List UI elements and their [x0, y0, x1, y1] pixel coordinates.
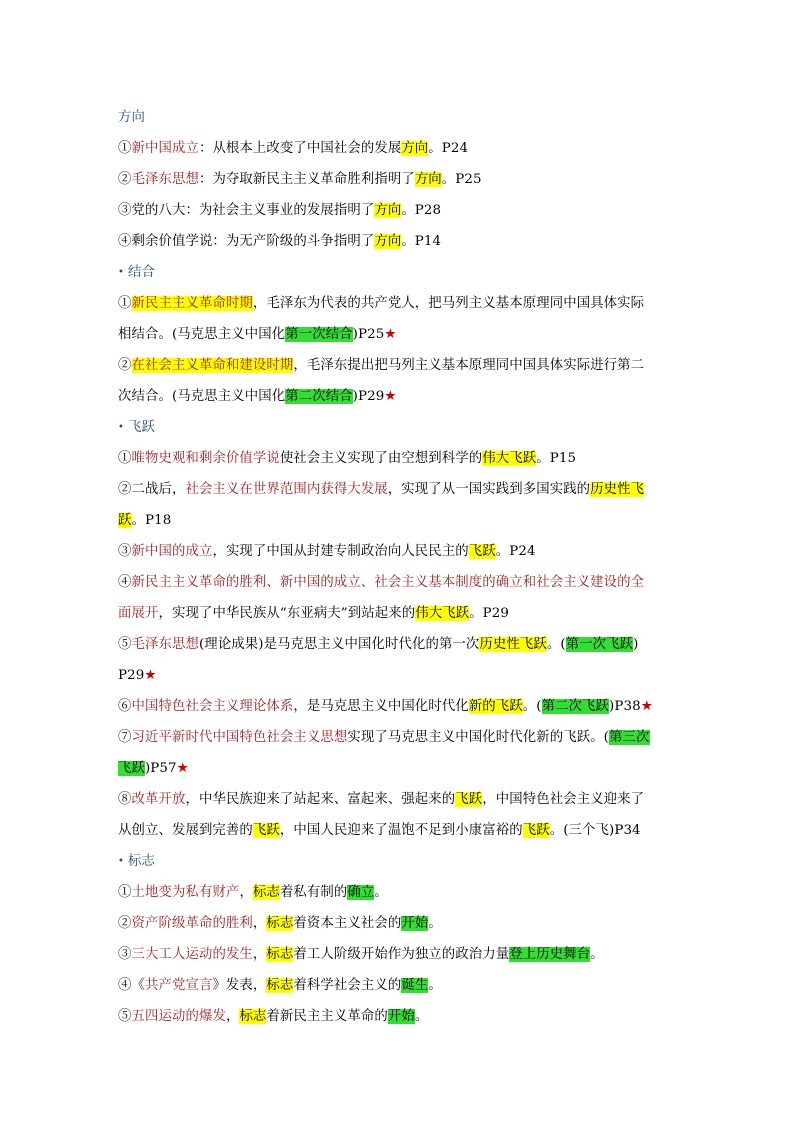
green-highlight: 第一次结合 — [285, 327, 353, 342]
text-run: 。 — [428, 916, 442, 931]
text-run: ⑧ — [118, 792, 132, 807]
text-run: )P29 — [352, 389, 385, 404]
text-line — [118, 598, 683, 629]
text-run: ， — [252, 916, 267, 931]
text-run: 着新民主主义革命的 — [266, 1009, 388, 1024]
yellow-highlight: 标志 — [239, 1009, 267, 1024]
text-line — [118, 164, 683, 195]
text-run: ⑥ — [118, 699, 132, 714]
text-line — [118, 722, 683, 753]
green-highlight: 第二次结合 — [285, 389, 353, 404]
text-line — [118, 319, 683, 350]
yellow-highlight: 方向 — [401, 141, 429, 156]
star-icon: ★ — [176, 761, 189, 776]
text-line — [118, 288, 683, 319]
text-run: ① — [118, 451, 132, 466]
emphasis-text: 唯物史观和剩余价值学说 — [131, 451, 280, 466]
text-line — [118, 753, 683, 784]
star-icon: ★ — [144, 668, 157, 683]
text-run: 着私有制的 — [279, 885, 348, 900]
text-line — [118, 133, 683, 164]
text-line — [118, 629, 683, 660]
text-run: ，实现了中国从封建专制政治向人民民主的 — [212, 544, 469, 559]
text-run: ②二战后， — [118, 482, 186, 497]
text-run: ，中华民族迎来了站起来、富起来、强起来的 — [185, 792, 456, 807]
green-highlight: 飞跃 — [118, 761, 145, 776]
text-run: ⑤ — [118, 637, 132, 652]
text-line — [118, 691, 683, 722]
yellow-highlight: 方向 — [374, 234, 402, 249]
green-highlight: 第三次 — [609, 730, 650, 745]
text-line — [118, 815, 683, 846]
section-title: 标志 — [128, 854, 155, 869]
text-line — [118, 660, 683, 691]
text-line — [118, 443, 683, 474]
text-run: 。 — [428, 978, 442, 993]
text-run: 。P29 — [469, 606, 510, 621]
text-run: ，中国人民迎来了温饱不足到小康富裕的 — [279, 823, 523, 838]
text-run: ⑦ — [118, 730, 132, 745]
bullet-icon: • — [118, 856, 124, 867]
emphasis-text: 社会主义在世界范围内获得大发展 — [185, 482, 388, 497]
yellow-highlight: 方向 — [414, 172, 442, 187]
yellow-highlight: 伟大飞跃 — [415, 606, 470, 621]
text-run: ② — [118, 358, 132, 373]
yellow-highlight: 标志 — [266, 978, 294, 993]
text-line — [118, 226, 683, 257]
text-line — [118, 195, 683, 226]
yellow-highlight: 方向 — [374, 203, 402, 218]
text-run: 。 — [414, 1009, 429, 1024]
text-run: ③党的八大：为社会主义事业的发展指明了 — [118, 203, 375, 218]
text-run: ， — [225, 1009, 240, 1024]
yellow-highlight: 历史性飞 — [590, 482, 645, 497]
text-run: 着科学社会主义的 — [293, 978, 402, 993]
green-highlight: 第一次飞跃 — [565, 637, 634, 652]
green-highlight: 登上历史舞台 — [509, 947, 591, 962]
text-line — [118, 970, 683, 1001]
emphasis-text: 改革开放 — [131, 792, 186, 807]
text-run: ③ — [118, 947, 132, 962]
yellow-highlight: 标志 — [266, 947, 294, 962]
text-run: ， — [239, 885, 253, 900]
emphasis-text: 毛泽东思想 — [131, 172, 199, 187]
yellow-highlight: 飞跃 — [522, 823, 550, 838]
text-run: ③ — [118, 544, 132, 559]
text-run: ，实现了从一国实践到多国实践的 — [387, 482, 591, 497]
text-run: ：从根本上改变了中国社会的发展 — [198, 141, 402, 156]
text-run: )P38 — [609, 699, 641, 714]
text-line — [118, 567, 683, 598]
section-title: 飞跃 — [128, 420, 155, 435]
emphasis-text: 新中国的成立 — [131, 544, 213, 559]
yellow-highlight: 飞跃 — [252, 823, 280, 838]
text-run: ④ — [118, 575, 132, 590]
text-line — [118, 505, 683, 536]
bullet-icon: • — [118, 267, 124, 278]
section-heading — [118, 102, 683, 133]
emphasis-text: 三大工人运动的发生 — [131, 947, 253, 962]
yellow-highlight: 飞跃 — [468, 544, 496, 559]
yellow-highlight: 标志 — [252, 885, 280, 900]
text-line — [118, 536, 683, 567]
section-title: 结合 — [128, 265, 155, 280]
green-highlight: 诞生 — [401, 978, 429, 993]
text-run: ① — [118, 296, 132, 311]
bullet-icon: • — [118, 422, 124, 433]
section-heading — [118, 412, 683, 443]
text-run: 。P25 — [441, 172, 482, 187]
text-run: 从创立、发展到完善的 — [118, 823, 253, 838]
green-highlight: 第二次飞跃 — [541, 699, 610, 714]
text-run: (理论成果)是马克思主义中国化时代化的第一次 — [198, 637, 480, 652]
yellow-highlight: 跃 — [118, 513, 132, 528]
text-run: ④《 — [118, 978, 145, 993]
text-line — [118, 350, 683, 381]
text-line — [118, 908, 683, 939]
text-run: 。( — [522, 699, 542, 714]
emphasis-text: 共产党宣言 — [144, 978, 213, 993]
yellow-highlight: 伟大飞跃 — [482, 451, 537, 466]
text-run: 着资本主义社会的 — [293, 916, 402, 931]
text-run: ② — [118, 916, 132, 931]
text-run: 。P15 — [536, 451, 577, 466]
notes-page — [118, 102, 683, 1032]
text-run: )P57 — [144, 761, 177, 776]
text-run: 。P18 — [131, 513, 172, 528]
text-run: 。( — [546, 637, 566, 652]
text-run: P29 — [118, 668, 145, 683]
section-heading — [118, 257, 683, 288]
text-line — [118, 1001, 683, 1032]
emphasis-text: 资产阶级革命的胜利 — [131, 916, 253, 931]
text-line — [118, 381, 683, 412]
star-icon: ★ — [640, 699, 653, 714]
yellow-highlight: 新的飞跃 — [468, 699, 523, 714]
text-run: ，毛泽东提出把马列主义基本原理同中国具体实际进行第二 — [293, 358, 645, 373]
text-run: )P25 — [352, 327, 385, 342]
emphasis-text: 习近平新时代中国特色社会主义思想 — [131, 730, 348, 745]
text-run: 相结合。(马克思主义中国化 — [118, 327, 286, 342]
text-run: 。(三个飞)P34 — [549, 823, 641, 838]
emphasis-text: 毛泽东思想 — [131, 637, 199, 652]
text-run: 。P28 — [401, 203, 442, 218]
text-line — [118, 877, 683, 908]
text-run: ， — [252, 947, 267, 962]
text-run: 。 — [374, 885, 388, 900]
text-run: 着工人阶级开始作为独立的政治力量 — [293, 947, 510, 962]
text-run: 次结合。(马克思主义中国化 — [118, 389, 286, 404]
emphasis-text: 土地变为私有财产 — [131, 885, 240, 900]
text-run: ⑤ — [118, 1009, 132, 1024]
text-run: ，实现了中华民族从“东亚病夫”到站起来的 — [158, 606, 416, 621]
yellow-highlight: 飞跃 — [455, 792, 483, 807]
emphasis-text: 新民主主义革命的胜利、新中国的成立、社会主义基本制度的确立和社会主义建设的全 — [131, 575, 645, 590]
text-run: ，是马克思主义中国化时代化 — [293, 699, 469, 714]
section-heading — [118, 846, 683, 877]
text-run: 。 — [590, 947, 604, 962]
section-title: 方向 — [118, 110, 145, 125]
text-run: ，中国特色社会主义迎来了 — [482, 792, 645, 807]
text-run: ④剩余价值学说：为无产阶级的斗争指明了 — [118, 234, 375, 249]
text-run: ，毛泽东为代表的共产党人，把马列主义基本原理同中国具体实际 — [252, 296, 645, 311]
text-run: 》发表， — [212, 978, 267, 993]
emphasis-text: 新中国成立 — [131, 141, 199, 156]
text-line — [118, 939, 683, 970]
text-line — [118, 784, 683, 815]
green-highlight: 开始 — [387, 1009, 415, 1024]
emphasis-highlight: 在社会主义革命和建设时期 — [131, 358, 294, 373]
text-run: ② — [118, 172, 132, 187]
text-run: ① — [118, 141, 132, 156]
text-run: 。P24 — [495, 544, 536, 559]
yellow-highlight: 标志 — [266, 916, 294, 931]
text-run: 。P24 — [428, 141, 469, 156]
text-run: ① — [118, 885, 132, 900]
star-icon: ★ — [384, 389, 397, 404]
green-highlight: 确立 — [347, 885, 375, 900]
text-run: 。P14 — [401, 234, 442, 249]
yellow-highlight: 历史性飞跃 — [479, 637, 547, 652]
text-run: 实现了马克思主义中国化时代化新的飞跃。( — [347, 730, 610, 745]
text-line — [118, 474, 683, 505]
emphasis-text: 中国特色社会主义理论体系 — [131, 699, 294, 714]
text-run: ：为夺取新民主主义革命胜利指明了 — [198, 172, 415, 187]
emphasis-highlight: 新民主主义革命时期 — [131, 296, 253, 311]
green-highlight: 开始 — [401, 916, 429, 931]
emphasis-text: 面展开 — [118, 606, 159, 621]
text-run: 使社会主义实现了由空想到科学的 — [279, 451, 483, 466]
star-icon: ★ — [384, 327, 397, 342]
emphasis-text: 五四运动的爆发 — [131, 1009, 226, 1024]
text-run: ) — [633, 637, 639, 652]
